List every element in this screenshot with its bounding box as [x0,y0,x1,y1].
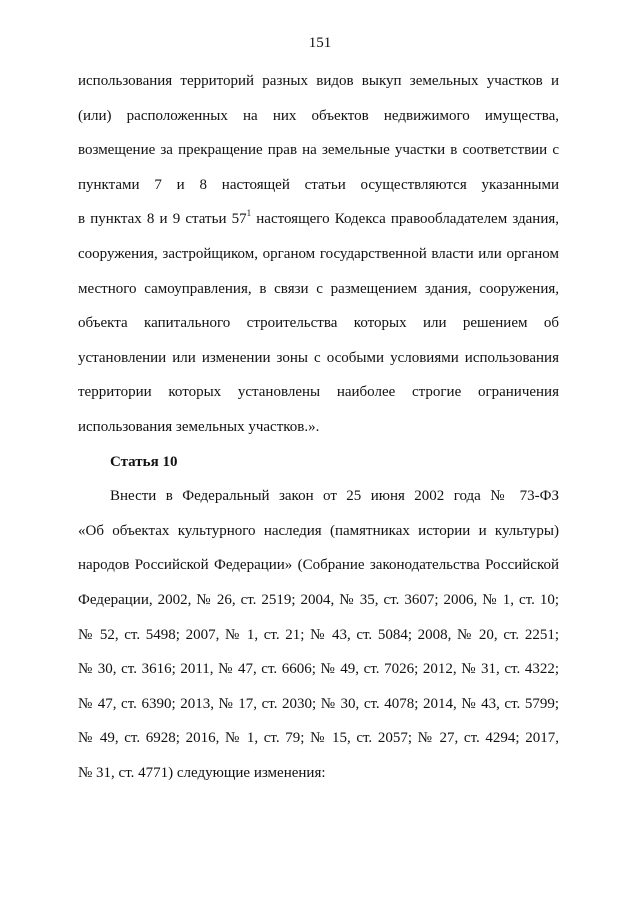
article-heading: Статья 10 [110,453,178,470]
text-line: (или) расположенных на них объектов недвижимого имущества, [78,107,559,124]
text-line: № 47, ст. 6390; 2013, № 17, ст. 2030; № 30, ст. 4078; 2014, № 43, ст. 5799; [78,695,559,712]
text-line: местного самоуправления, в связи с размещением здания, сооружения, [78,280,559,297]
text-line: «Об объектах культурного наследия (памятниках истории и культуры) [78,522,559,539]
text-line: Федерации, 2002, № 26, ст. 2519; 2004, № 35, ст. 3607; 2006, № 1, ст. 10; [78,591,559,608]
text-line: установлении или изменении зоны с особыми условиями использования [78,349,559,366]
text-line: использования земельных участков.». [78,418,320,435]
page-number: 151 [308,35,332,51]
text-line: объекта капитального строительства которых или решением об [78,315,559,332]
text-fragment: настоящего Кодекса правообладателем здания, [251,211,559,228]
text-line: № 49, ст. 6928; 2016, № 1, ст. 79; № 15, ст. 2057; № 27, ст. 4294; 2017, [78,730,559,747]
document-body [78,68,559,794]
text-line-with-superscript [78,206,559,241]
text-fragment: в пунктах 8 и 9 статьи 57 [78,211,247,228]
text-line: использования территорий разных видов выкуп земельных участков и [78,73,559,89]
paragraph-continuation [78,68,559,449]
superscript: 1 [246,208,252,219]
text-line: сооружения, застройщиком, органом государственной власти или органом [78,245,559,262]
text-line: пунктами 7 и 8 настоящей статьи осуществляются указанными [78,176,559,193]
text-line: № 52, ст. 5498; 2007, № 1, ст. 21; № 43, ст. 5084; 2008, № 20, ст. 2251; [78,626,559,643]
paragraph-article-body [78,483,559,794]
text-line: территории которых установлены наиболее строгие ограничения [78,384,559,401]
text-line: Внести в Федеральный закон от 25 июня 2002 года № 73-ФЗ [110,488,559,505]
text-line: возмещение за прекращение прав на земельные участки в соответствии с [78,142,559,159]
text-line: народов Российской Федерации» (Собрание законодательства Российской [78,557,559,574]
text-line: № 30, ст. 3616; 2011, № 47, ст. 6606; № 49, ст. 7026; 2012, № 31, ст. 4322; [78,661,559,678]
text-line: № 31, ст. 4771) следующие изменения: [78,764,326,781]
